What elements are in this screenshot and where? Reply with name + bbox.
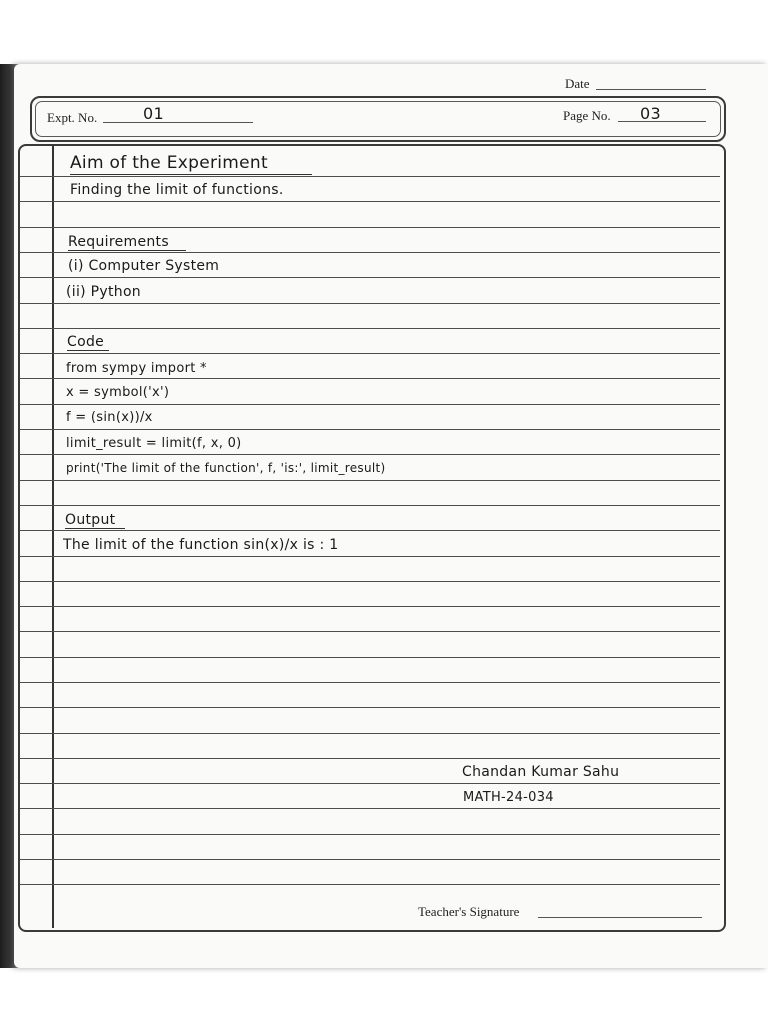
ruled-line	[20, 657, 720, 658]
aim-heading-underline	[70, 174, 312, 175]
output-text: The limit of the function sin(x)/x is : 1	[63, 537, 339, 553]
code-line: x = symbol('x')	[66, 385, 170, 400]
expt-no-value: 01	[143, 104, 164, 123]
ruled-line	[20, 404, 720, 405]
ruled-line	[20, 227, 720, 228]
aim-text: Finding the limit of functions.	[70, 182, 284, 198]
code-line: from sympy import *	[66, 361, 207, 376]
date-line	[596, 89, 706, 90]
ruled-line	[20, 808, 720, 809]
ruled-line	[20, 581, 720, 582]
requirements-underline	[68, 250, 186, 251]
expt-no-label: Expt. No.	[47, 110, 98, 125]
expt-no-line	[103, 122, 253, 123]
code-line: print('The limit of the function', f, 'is:', limit_result)	[66, 461, 386, 475]
ruled-line	[20, 859, 720, 860]
page-no-line	[618, 121, 706, 122]
ruled-line	[20, 884, 720, 885]
ruled-line	[20, 429, 720, 430]
ruled-line	[20, 328, 720, 329]
requirement-item: (i) Computer System	[68, 258, 220, 274]
teacher-signature-label: Teacher's Signature	[418, 904, 520, 919]
ruled-line	[20, 758, 720, 759]
ruled-line	[20, 505, 720, 506]
output-heading: Output	[65, 512, 116, 528]
page-no-label: Page No.	[563, 108, 611, 123]
ruled-line	[20, 834, 720, 835]
ruled-line	[20, 530, 720, 531]
ruled-line	[20, 480, 720, 481]
code-line: f = (sin(x))/x	[66, 410, 153, 425]
code-heading: Code	[67, 334, 105, 350]
requirements-heading: Requirements	[68, 234, 169, 250]
ruled-line	[20, 606, 720, 607]
ruled-line	[20, 783, 720, 784]
student-roll-number: MATH-24-034	[463, 790, 554, 805]
ruled-line	[20, 378, 720, 379]
ruled-line	[20, 707, 720, 708]
output-heading-underline	[65, 528, 125, 529]
ruled-line	[20, 353, 720, 354]
aim-heading: Aim of the Experiment	[70, 153, 268, 173]
code-heading-underline	[67, 350, 109, 351]
ruled-line	[20, 176, 720, 177]
ruled-line	[20, 556, 720, 557]
header-box	[30, 96, 726, 142]
student-name: Chandan Kumar Sahu	[462, 764, 620, 780]
code-line: limit_result = limit(f, x, 0)	[66, 436, 242, 451]
requirement-item: (ii) Python	[66, 284, 141, 300]
margin-line	[52, 146, 54, 928]
ruled-line	[20, 252, 720, 253]
ruled-line	[20, 631, 720, 632]
page-no-value: 03	[640, 104, 661, 123]
date-label: Date	[565, 76, 590, 91]
ruled-line	[20, 454, 720, 455]
ruled-line	[20, 201, 720, 202]
ruled-line	[20, 303, 720, 304]
ruled-line	[20, 277, 720, 278]
ruled-line	[20, 733, 720, 734]
teacher-signature-line	[538, 917, 702, 918]
ruled-line	[20, 682, 720, 683]
